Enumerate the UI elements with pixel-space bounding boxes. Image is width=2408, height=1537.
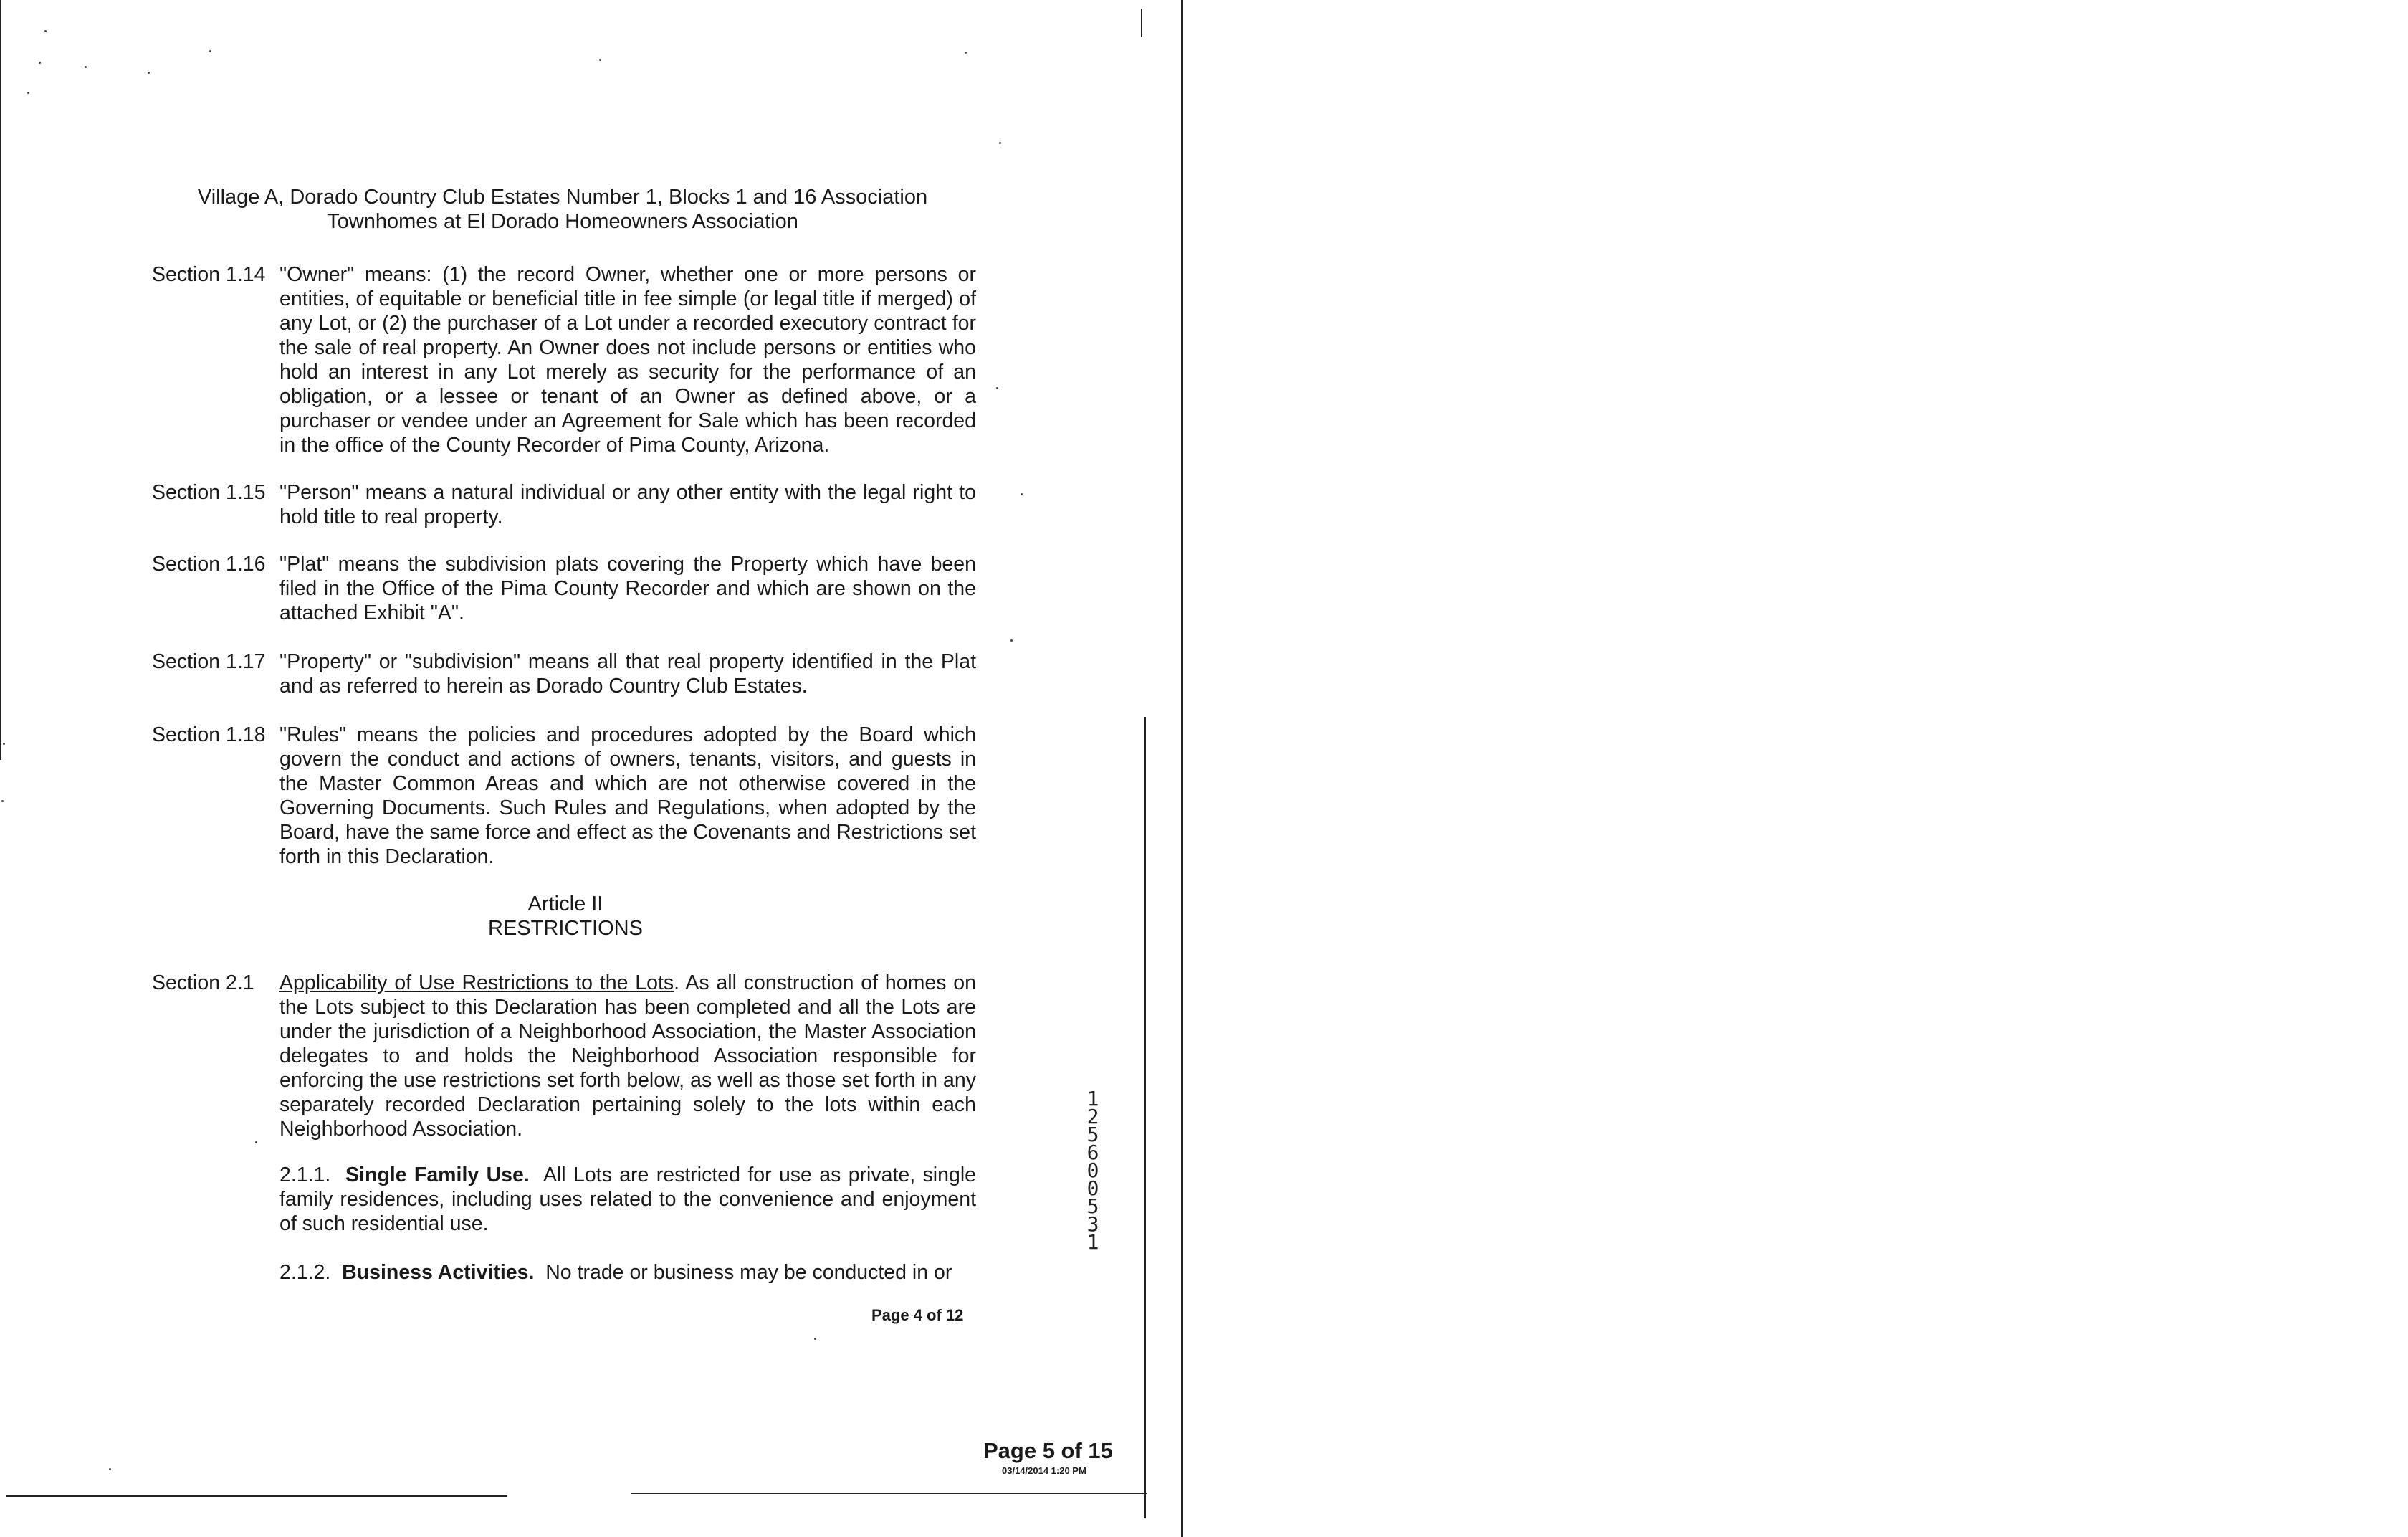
page-right-edge-top: [1141, 9, 1142, 37]
scan-speck: [209, 50, 211, 52]
section-text: "Owner" means: (1) the record Owner, whether one or more persons or entities, of equitable or beneficial title in fee simple (or legal title if merged) of any Lot, or (2) the purchaser of a Lot under a recorded executory contract for the sale of real property. An Owner does not include persons or entities who hold an interest in any Lot merely as security for the performance of an obligation, or a lessee or tenant of an Owner as defined above, or a purchaser or vendee under an Agreement for Sale which has been recorded in the office of the County Recorder of Pima County, Arizona.: [280, 263, 976, 457]
scan-speck: [996, 387, 998, 389]
scan-speck: [999, 142, 1001, 144]
scan-speck: [27, 92, 29, 94]
scan-speck: [1, 800, 4, 802]
article-title: RESTRICTIONS: [488, 917, 643, 940]
section-text: [280, 971, 976, 1141]
scan-speck: [109, 1468, 111, 1470]
page-right-edge: [1144, 717, 1146, 1518]
page-bottom-edge-left: [6, 1495, 507, 1497]
scan-speck: [39, 62, 41, 64]
subsection-body: All Lots are restricted for use as private, single family residences, including uses related to the convenience and enjoyment of such residential use.: [280, 1164, 977, 1235]
scan-speck: [148, 72, 150, 74]
stamp-date: 03/14/2014 1:20 PM: [1002, 1465, 1086, 1476]
section-text: "Property" or "subdivision" means all that real property identified in the Plat and as referred to herein as Dorado Country Club Estates.: [280, 650, 976, 698]
section-text: "Person" means a natural individual or any other entity with the legal right to hold title to real property.: [280, 481, 976, 528]
page-number: Page 4 of 12: [871, 1306, 964, 1324]
scan-speck: [85, 66, 87, 68]
section-label: Section 2.1: [152, 971, 254, 994]
subsection-heading: Single Family Use.: [345, 1164, 530, 1186]
section-label: Section 1.17: [152, 650, 266, 673]
subsection-body: No trade or business may be conducted in or: [545, 1261, 952, 1284]
page-left-edge: [0, 0, 1, 760]
section-text: "Rules" means the policies and procedures adopted by the Board which govern the conduct and actions of owners, tenants, visitors, and guests in the Master Common Areas and which are not otherwise covered in the Governing Documents. Such Rules and Regulations, when adopted by the Board, have the same force and effect as the Covenants and Restrictions set forth in this Declaration.: [280, 723, 976, 868]
viewer-separator: [1181, 0, 1183, 1537]
homeowners-association-name: Townhomes at El Dorado Homeowners Association: [327, 210, 798, 233]
subsection-text: [280, 1260, 976, 1285]
section-body: . As all construction of homes on the Lots subject to this Declaration has been completed and all the Lots are under the jurisdiction of a Neighborhood Association, the Master Association delegates to and holds the Neighborhood Association responsible for enforcing the use restrictions set forth below, as well as those set forth in any separately recorded Declaration pertaining solely to the lots within each Neighborhood Association.: [280, 971, 976, 1141]
scan-speck: [965, 52, 967, 54]
page-bottom-edge-right: [631, 1493, 1147, 1494]
section-text: "Plat" means the subdivision plats covering the Property which have been filed in the Office of the Pima County Recorder and which are shown on the attached Exhibit "A".: [280, 553, 976, 624]
recording-number: 12560 0531: [1086, 1087, 1099, 1254]
section-label: Section 1.18: [152, 723, 266, 746]
blank-viewer-area: [1187, 0, 2408, 1537]
section-label: Section 1.14: [152, 263, 266, 286]
section-label: Section 1.16: [152, 553, 266, 576]
scan-speck: [814, 1338, 816, 1340]
subsection-text: [280, 1163, 976, 1236]
article-number: Article II: [527, 893, 603, 915]
scan-speck: [44, 30, 47, 32]
scan-speck: [255, 1141, 257, 1143]
subsection-heading: Business Activities.: [342, 1261, 535, 1284]
stamp-page-number: Page 5 of 15: [983, 1438, 1113, 1463]
subsection-number: 2.1.2.: [280, 1261, 331, 1284]
subsection-number: 2.1.1.: [280, 1164, 331, 1186]
scan-speck: [3, 743, 5, 745]
scan-speck: [1021, 493, 1023, 495]
association-name: Village A, Dorado Country Club Estates Number 1, Blocks 1 and 16 Association: [197, 186, 928, 209]
section-label: Section 1.15: [152, 481, 266, 504]
scan-speck: [1010, 639, 1013, 642]
scan-speck: [599, 59, 601, 61]
scanned-page: [0, 0, 1182, 1537]
section-heading: Applicability of Use Restrictions to the Lots: [280, 971, 674, 994]
